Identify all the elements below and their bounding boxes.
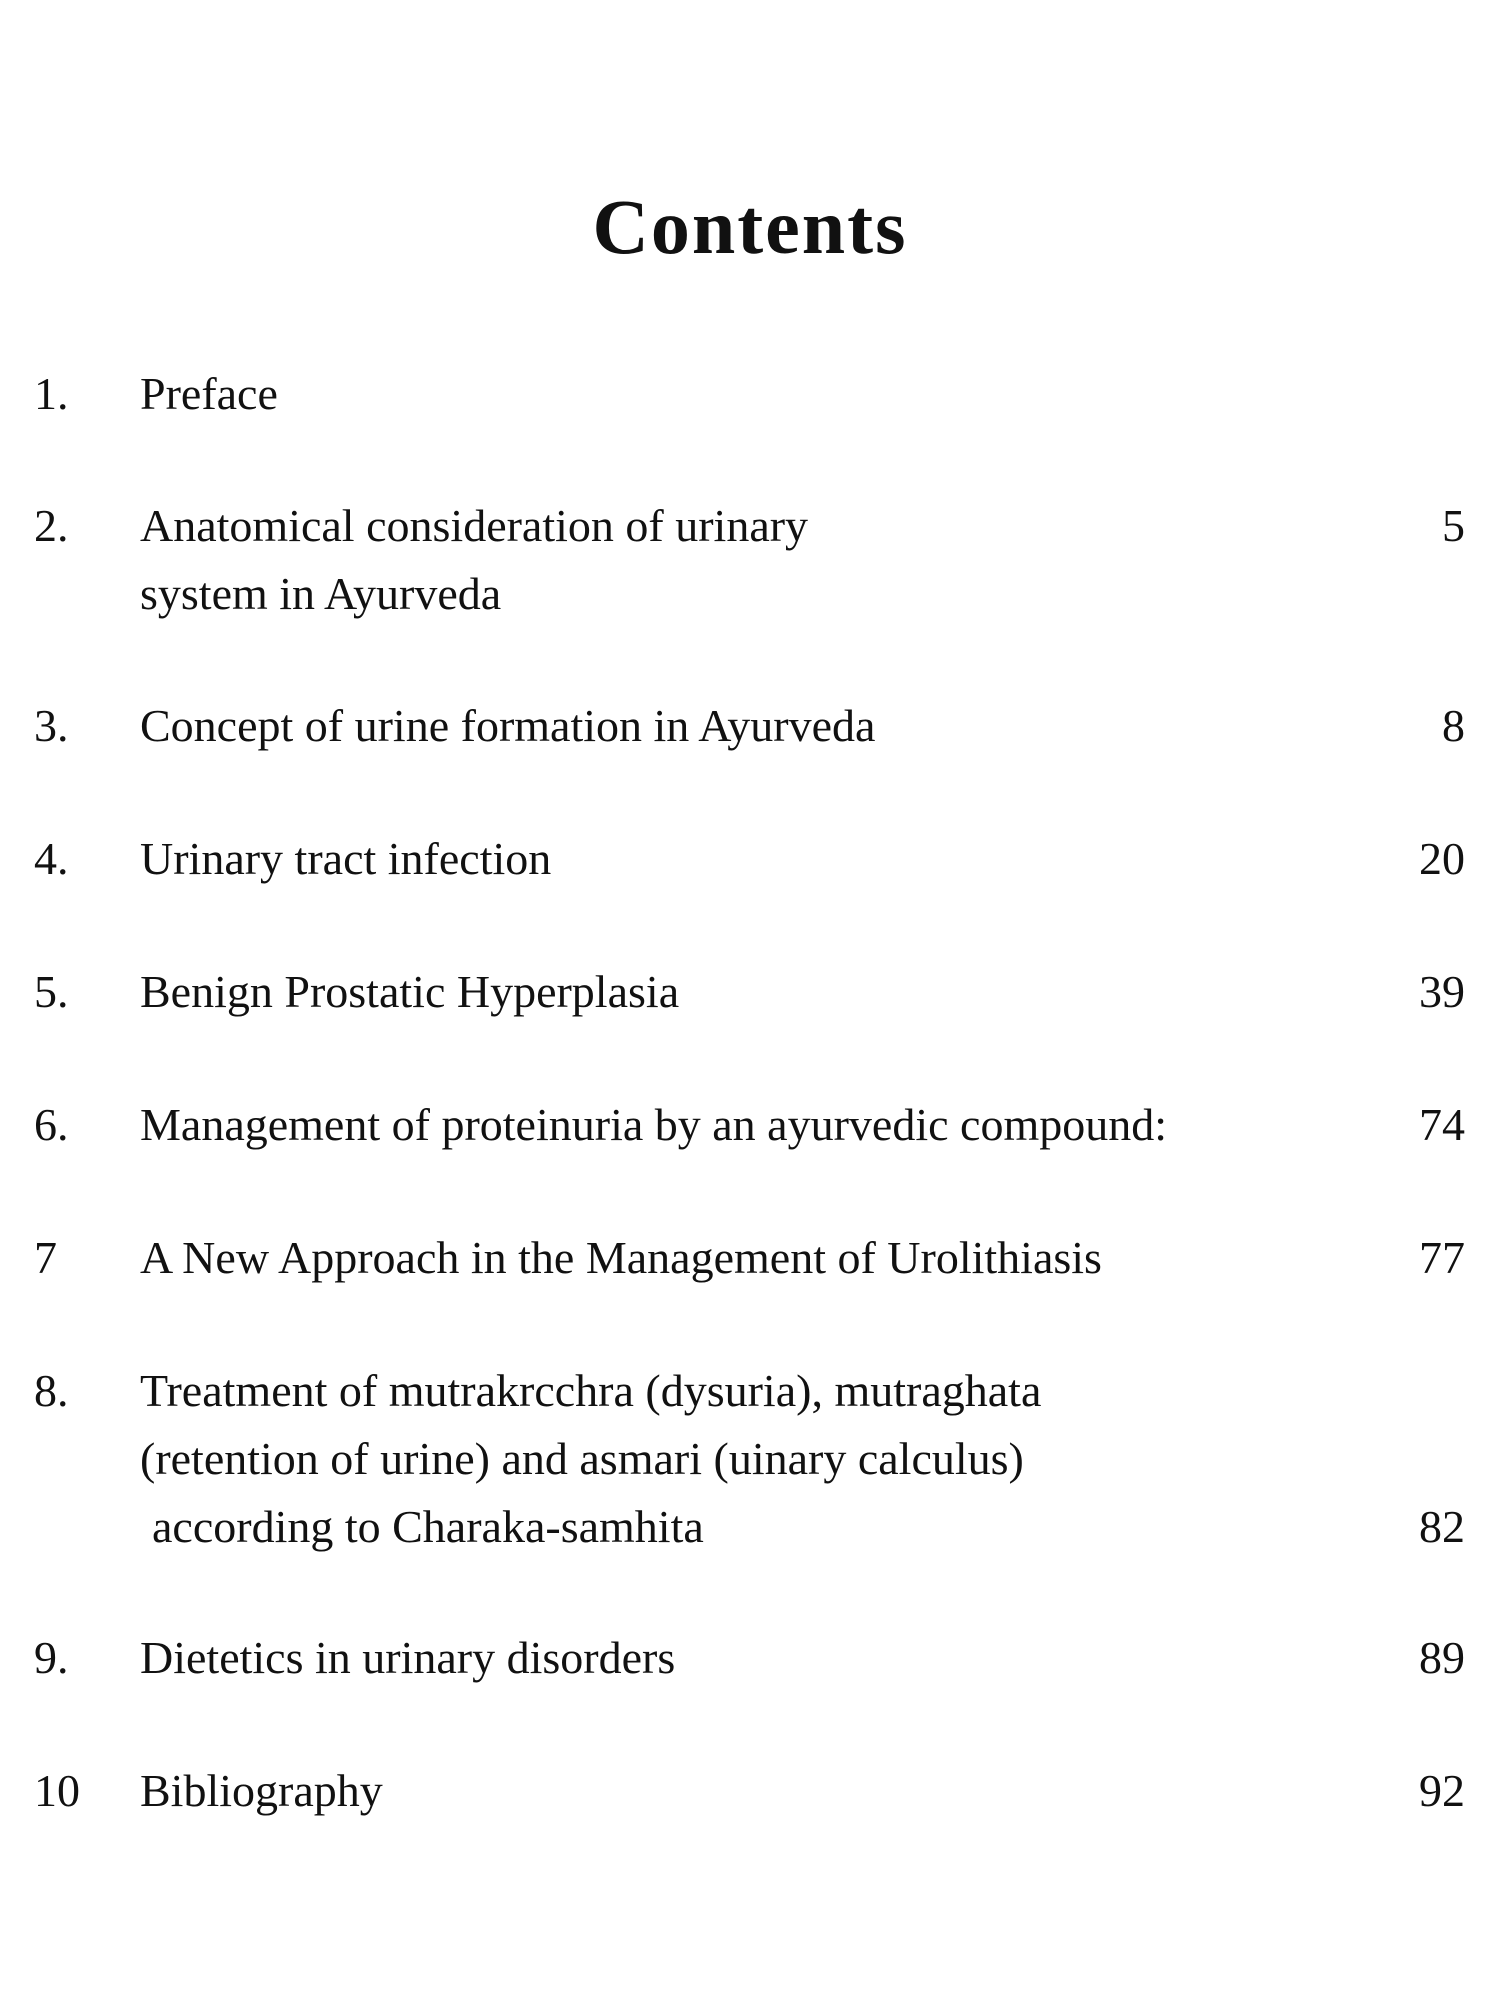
entry-page-number: 82 [1419, 1501, 1465, 1552]
page-title: Contents [592, 183, 908, 270]
entry-title-line: Preface [140, 368, 278, 419]
entry-title-line: Urinary tract infection [140, 833, 552, 884]
entry-number: 7 [34, 1232, 57, 1283]
entry-title-line: Bibliography [140, 1765, 383, 1816]
entry-number: 4. [34, 833, 69, 884]
entry-number: 5. [34, 966, 69, 1017]
entry-title-line: Concept of urine formation in Ayurveda [140, 700, 876, 751]
entry-title [140, 1224, 1102, 1292]
entry-title-line: Anatomical consideration of urinary [140, 500, 809, 551]
entry-title [140, 1757, 383, 1825]
entry-title-line: Benign Prostatic Hyperplasia [140, 966, 680, 1017]
entry-number: 2. [34, 500, 69, 551]
entry-title-line: system in Ayurveda [140, 568, 502, 619]
entry-title [140, 1357, 1041, 1561]
entry-title-line: (retention of urine) and asmari (uinary calculus) [140, 1433, 1024, 1484]
entry-title [140, 360, 278, 428]
entry-title [140, 1624, 675, 1692]
entry-page-number: 89 [1419, 1632, 1465, 1683]
entry-page-number: 77 [1419, 1232, 1465, 1283]
entry-number: 8. [34, 1365, 69, 1416]
entry-number: 3. [34, 700, 69, 751]
entry-number: 10 [34, 1765, 80, 1816]
entry-title [140, 1091, 1167, 1159]
entry-title [140, 692, 875, 760]
entry-page-number: 5 [1442, 500, 1465, 551]
entry-page-number: 92 [1419, 1765, 1465, 1816]
entry-title [140, 492, 808, 628]
entry-title-line: A New Approach in the Management of Urolithiasis [140, 1232, 1102, 1283]
entry-page-number: 39 [1419, 966, 1465, 1017]
entry-title [140, 825, 551, 893]
entry-title [140, 958, 679, 1026]
entry-title-line: Treatment of mutrakrcchra (dysuria), mutraghata [140, 1365, 1042, 1416]
entry-page-number: 20 [1419, 833, 1465, 884]
entry-title-line: Management of proteinuria by an ayurvedic compound: [140, 1099, 1168, 1150]
entry-page-number: 74 [1419, 1099, 1465, 1150]
entry-page-number: 8 [1442, 700, 1465, 751]
entry-number: 6. [34, 1099, 69, 1150]
entry-title-line: according to Charaka-samhita [152, 1501, 704, 1552]
entry-title-line: Dietetics in urinary disorders [140, 1632, 676, 1683]
entry-number: 1. [34, 368, 69, 419]
entry-number: 9. [34, 1632, 69, 1683]
